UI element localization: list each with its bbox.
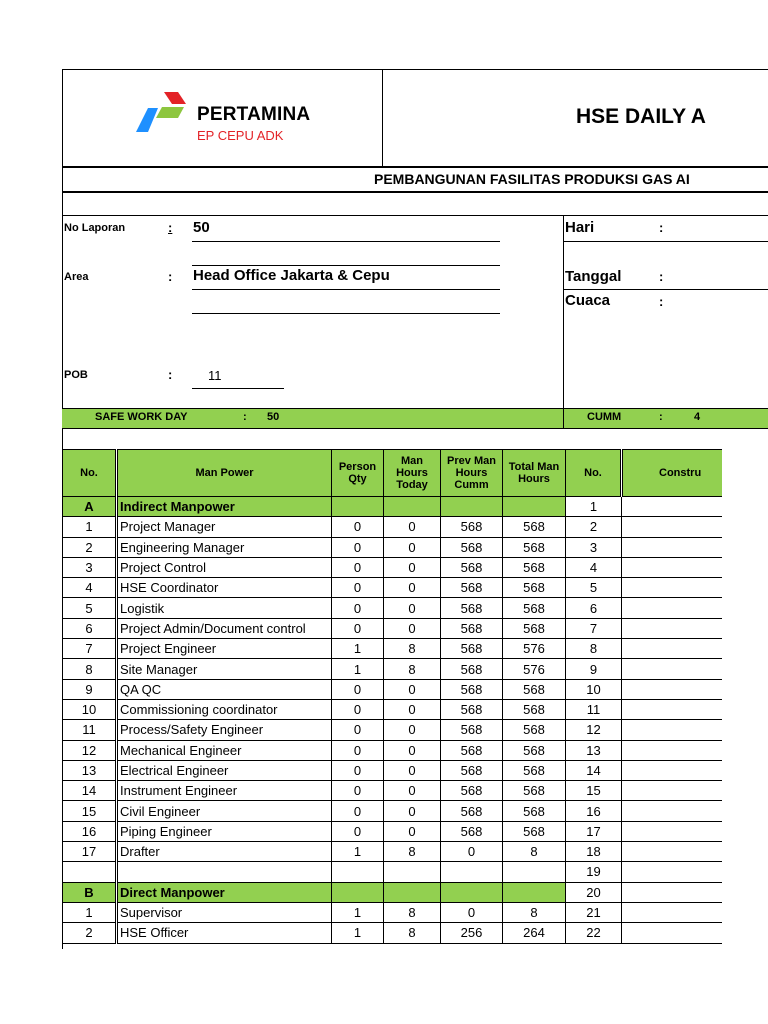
row-no: 1 [63, 902, 117, 922]
row-person-qty: 1 [332, 902, 384, 922]
row-person-qty: 1 [332, 842, 384, 862]
page-title: HSE DAILY A [576, 105, 706, 128]
row-total-man-hours [503, 862, 566, 882]
row-man-hours-today: 0 [384, 618, 441, 638]
brand-sub: EP CEPU ADK [197, 128, 284, 143]
table-row [63, 537, 722, 557]
row-total-man-hours: 568 [503, 578, 566, 598]
row-man-hours-today: 0 [384, 699, 441, 719]
row-no-2: 22 [566, 923, 622, 943]
row-man-power: Supervisor [117, 902, 332, 922]
header-man-hours-today: Man Hours Today [384, 450, 441, 497]
row-prev-man-hours [441, 882, 503, 902]
safe-work-day-value: 50 [267, 411, 280, 423]
row-prev-man-hours: 568 [441, 699, 503, 719]
pob-value: 11 [208, 368, 222, 383]
header-man-power: Man Power [117, 450, 332, 497]
row-man-power: Drafter [117, 842, 332, 862]
row-prev-man-hours: 0 [441, 902, 503, 922]
table-row [63, 618, 722, 638]
row-construction [622, 557, 722, 577]
row-man-hours-today: 0 [384, 679, 441, 699]
row-man-hours-today: 8 [384, 639, 441, 659]
row-prev-man-hours: 568 [441, 639, 503, 659]
row-person-qty: 1 [332, 923, 384, 943]
row-prev-man-hours [441, 862, 503, 882]
row-construction [622, 842, 722, 862]
row-total-man-hours: 568 [503, 537, 566, 557]
row-man-hours-today [384, 862, 441, 882]
row-person-qty [332, 862, 384, 882]
table-row [63, 842, 722, 862]
row-no: 2 [63, 537, 117, 557]
row-man-power: Civil Engineer [117, 801, 332, 821]
row-total-man-hours: 264 [503, 923, 566, 943]
row-no: 4 [63, 578, 117, 598]
row-person-qty: 0 [332, 517, 384, 537]
row-construction [622, 801, 722, 821]
row-construction [622, 679, 722, 699]
row-man-hours-today: 0 [384, 740, 441, 760]
table-row [63, 801, 722, 821]
row-construction [622, 781, 722, 801]
header-person-qty: Person Qty [332, 450, 384, 497]
row-no-2: 4 [566, 557, 622, 577]
table-row [63, 659, 722, 679]
row-construction [622, 902, 722, 922]
row-person-qty: 0 [332, 821, 384, 841]
row-no: 10 [63, 699, 117, 719]
cumm-value: 4 [694, 411, 701, 423]
row-no: 14 [63, 781, 117, 801]
table-header-row [63, 450, 722, 497]
row-no-2: 14 [566, 760, 622, 780]
header-no: No. [63, 450, 117, 497]
no-laporan-colon: : [168, 220, 173, 235]
row-total-man-hours: 568 [503, 781, 566, 801]
row-no-2: 8 [566, 639, 622, 659]
row-no-2: 13 [566, 740, 622, 760]
row-person-qty [332, 882, 384, 902]
row-man-power: Project Admin/Document control [117, 618, 332, 638]
table-row [63, 720, 722, 740]
row-man-power: Process/Safety Engineer [117, 720, 332, 740]
row-no: 7 [63, 639, 117, 659]
row-construction [622, 923, 722, 943]
row-no-2: 20 [566, 882, 622, 902]
table-row [63, 781, 722, 801]
row-man-hours-today [384, 882, 441, 902]
row-prev-man-hours: 568 [441, 578, 503, 598]
row-man-power: Site Manager [117, 659, 332, 679]
row-prev-man-hours: 568 [441, 517, 503, 537]
row-no: 17 [63, 842, 117, 862]
row-man-hours-today: 0 [384, 578, 441, 598]
row-construction [622, 720, 722, 740]
safe-work-day-colon: : [243, 411, 247, 423]
pertamina-logo [134, 90, 194, 134]
row-no: 12 [63, 740, 117, 760]
row-prev-man-hours: 568 [441, 821, 503, 841]
area-label: Area [64, 271, 89, 283]
table-row [63, 679, 722, 699]
table-row [63, 740, 722, 760]
row-man-hours-today: 0 [384, 720, 441, 740]
row-total-man-hours: 568 [503, 679, 566, 699]
cuaca-label: Cuaca [565, 292, 611, 309]
row-no: 1 [63, 517, 117, 537]
tanggal-colon: : [659, 269, 664, 284]
pob-colon: : [168, 367, 173, 382]
row-construction [622, 659, 722, 679]
safe-work-day-label: SAFE WORK DAY [95, 411, 188, 423]
row-prev-man-hours: 568 [441, 740, 503, 760]
row-man-power: HSE Officer [117, 923, 332, 943]
row-total-man-hours: 568 [503, 598, 566, 618]
area-colon: : [168, 269, 173, 284]
row-no: 3 [63, 557, 117, 577]
row-total-man-hours: 568 [503, 821, 566, 841]
row-total-man-hours: 568 [503, 801, 566, 821]
row-construction [622, 598, 722, 618]
table-row [63, 598, 722, 618]
row-no-2: 21 [566, 902, 622, 922]
row-no-2: 2 [566, 517, 622, 537]
table-row [63, 923, 722, 943]
row-construction [622, 537, 722, 557]
row-prev-man-hours: 568 [441, 598, 503, 618]
row-no: 16 [63, 821, 117, 841]
header-no-2: No. [566, 450, 622, 497]
no-laporan-value: 50 [193, 219, 210, 236]
row-man-power: Instrument Engineer [117, 781, 332, 801]
pertamina-logo-icon [134, 90, 194, 134]
row-total-man-hours: 568 [503, 699, 566, 719]
table-row [63, 557, 722, 577]
row-total-man-hours: 568 [503, 618, 566, 638]
row-no-2: 1 [566, 497, 622, 517]
row-construction [622, 740, 722, 760]
row-no-2: 3 [566, 537, 622, 557]
row-prev-man-hours: 0 [441, 842, 503, 862]
row-man-hours-today: 8 [384, 842, 441, 862]
row-total-man-hours [503, 882, 566, 902]
hari-colon: : [659, 220, 664, 235]
row-no: 8 [63, 659, 117, 679]
row-person-qty: 0 [332, 720, 384, 740]
row-total-man-hours: 568 [503, 760, 566, 780]
row-person-qty: 0 [332, 781, 384, 801]
row-total-man-hours: 576 [503, 659, 566, 679]
row-person-qty: 0 [332, 598, 384, 618]
row-man-power: Engineering Manager [117, 537, 332, 557]
row-no-2: 11 [566, 699, 622, 719]
row-no: 6 [63, 618, 117, 638]
row-person-qty: 1 [332, 639, 384, 659]
row-man-hours-today: 0 [384, 821, 441, 841]
row-total-man-hours: 568 [503, 557, 566, 577]
row-no-2: 18 [566, 842, 622, 862]
row-man-hours-today: 0 [384, 598, 441, 618]
row-construction [622, 639, 722, 659]
row-man-power: Direct Manpower [117, 882, 332, 902]
table-row [63, 578, 722, 598]
row-man-hours-today: 8 [384, 902, 441, 922]
row-man-hours-today: 0 [384, 537, 441, 557]
row-no-2: 17 [566, 821, 622, 841]
row-no [63, 862, 117, 882]
row-person-qty: 0 [332, 537, 384, 557]
header-total-man-hours: Total Man Hours [503, 450, 566, 497]
hari-label: Hari [565, 219, 595, 236]
row-prev-man-hours: 568 [441, 659, 503, 679]
header-construction: Constru [622, 450, 722, 497]
row-construction [622, 517, 722, 537]
row-man-hours-today: 0 [384, 781, 441, 801]
row-person-qty: 0 [332, 618, 384, 638]
row-no: B [63, 882, 117, 902]
row-person-qty: 0 [332, 557, 384, 577]
table-row [63, 699, 722, 719]
row-total-man-hours: 576 [503, 639, 566, 659]
table-row [63, 760, 722, 780]
row-no: 5 [63, 598, 117, 618]
row-prev-man-hours: 568 [441, 537, 503, 557]
row-total-man-hours: 568 [503, 517, 566, 537]
row-no-2: 7 [566, 618, 622, 638]
row-prev-man-hours: 256 [441, 923, 503, 943]
row-total-man-hours: 8 [503, 902, 566, 922]
row-man-power: QA QC [117, 679, 332, 699]
row-man-power: Piping Engineer [117, 821, 332, 841]
row-man-hours-today: 0 [384, 801, 441, 821]
row-man-hours-today: 0 [384, 517, 441, 537]
row-no-2: 16 [566, 801, 622, 821]
row-man-power: Indirect Manpower [117, 497, 332, 517]
row-man-power: Electrical Engineer [117, 760, 332, 780]
row-total-man-hours [503, 497, 566, 517]
table-row [63, 821, 722, 841]
row-man-power: HSE Coordinator [117, 578, 332, 598]
row-construction [622, 821, 722, 841]
row-construction [622, 760, 722, 780]
row-person-qty: 0 [332, 760, 384, 780]
row-man-hours-today: 0 [384, 557, 441, 577]
row-no-2: 5 [566, 578, 622, 598]
row-prev-man-hours [441, 497, 503, 517]
section-row [63, 497, 722, 517]
row-prev-man-hours: 568 [441, 618, 503, 638]
row-person-qty: 0 [332, 578, 384, 598]
row-total-man-hours: 568 [503, 720, 566, 740]
table-row [63, 639, 722, 659]
area-value: Head Office Jakarta & Cepu [193, 267, 390, 284]
pob-label: POB [64, 369, 88, 381]
row-prev-man-hours: 568 [441, 781, 503, 801]
cumm-label: CUMM [587, 411, 622, 423]
row-man-hours-today: 8 [384, 923, 441, 943]
row-man-hours-today: 8 [384, 659, 441, 679]
row-man-power: Logistik [117, 598, 332, 618]
header-prev-man-hours: Prev Man Hours Cumm [441, 450, 503, 497]
row-construction [622, 497, 722, 517]
row-man-hours-today: 0 [384, 760, 441, 780]
table-row [63, 902, 722, 922]
row-man-power: Mechanical Engineer [117, 740, 332, 760]
row-man-power: Commissioning coordinator [117, 699, 332, 719]
table-row [63, 862, 722, 882]
row-person-qty [332, 497, 384, 517]
row-person-qty: 0 [332, 699, 384, 719]
table-row [63, 517, 722, 537]
row-construction [622, 882, 722, 902]
row-no: A [63, 497, 117, 517]
row-construction [622, 862, 722, 882]
row-no-2: 12 [566, 720, 622, 740]
row-man-power: Project Manager [117, 517, 332, 537]
row-no: 2 [63, 923, 117, 943]
row-prev-man-hours: 568 [441, 801, 503, 821]
row-no: 15 [63, 801, 117, 821]
project-title: PEMBANGUNAN FASILITAS PRODUKSI GAS AI [374, 171, 690, 187]
row-man-power: Project Control [117, 557, 332, 577]
row-no: 13 [63, 760, 117, 780]
row-no-2: 9 [566, 659, 622, 679]
row-construction [622, 578, 722, 598]
manpower-table [62, 449, 722, 944]
row-prev-man-hours: 568 [441, 557, 503, 577]
row-construction [622, 699, 722, 719]
row-prev-man-hours: 568 [441, 720, 503, 740]
tanggal-label: Tanggal [565, 268, 622, 285]
row-person-qty: 0 [332, 801, 384, 821]
row-man-power: Project Engineer [117, 639, 332, 659]
row-man-power [117, 862, 332, 882]
row-no-2: 19 [566, 862, 622, 882]
row-total-man-hours: 8 [503, 842, 566, 862]
row-person-qty: 0 [332, 740, 384, 760]
row-prev-man-hours: 568 [441, 760, 503, 780]
row-person-qty: 1 [332, 659, 384, 679]
cumm-colon: : [659, 411, 663, 423]
row-person-qty: 0 [332, 679, 384, 699]
no-laporan-label: No Laporan [64, 222, 126, 234]
row-prev-man-hours: 568 [441, 679, 503, 699]
section-row [63, 882, 722, 902]
row-no: 11 [63, 720, 117, 740]
row-no: 9 [63, 679, 117, 699]
brand-name: PERTAMINA [197, 104, 311, 125]
row-no-2: 15 [566, 781, 622, 801]
row-construction [622, 618, 722, 638]
cuaca-colon: : [659, 294, 664, 309]
row-man-hours-today [384, 497, 441, 517]
row-no-2: 10 [566, 679, 622, 699]
row-total-man-hours: 568 [503, 740, 566, 760]
row-no-2: 6 [566, 598, 622, 618]
